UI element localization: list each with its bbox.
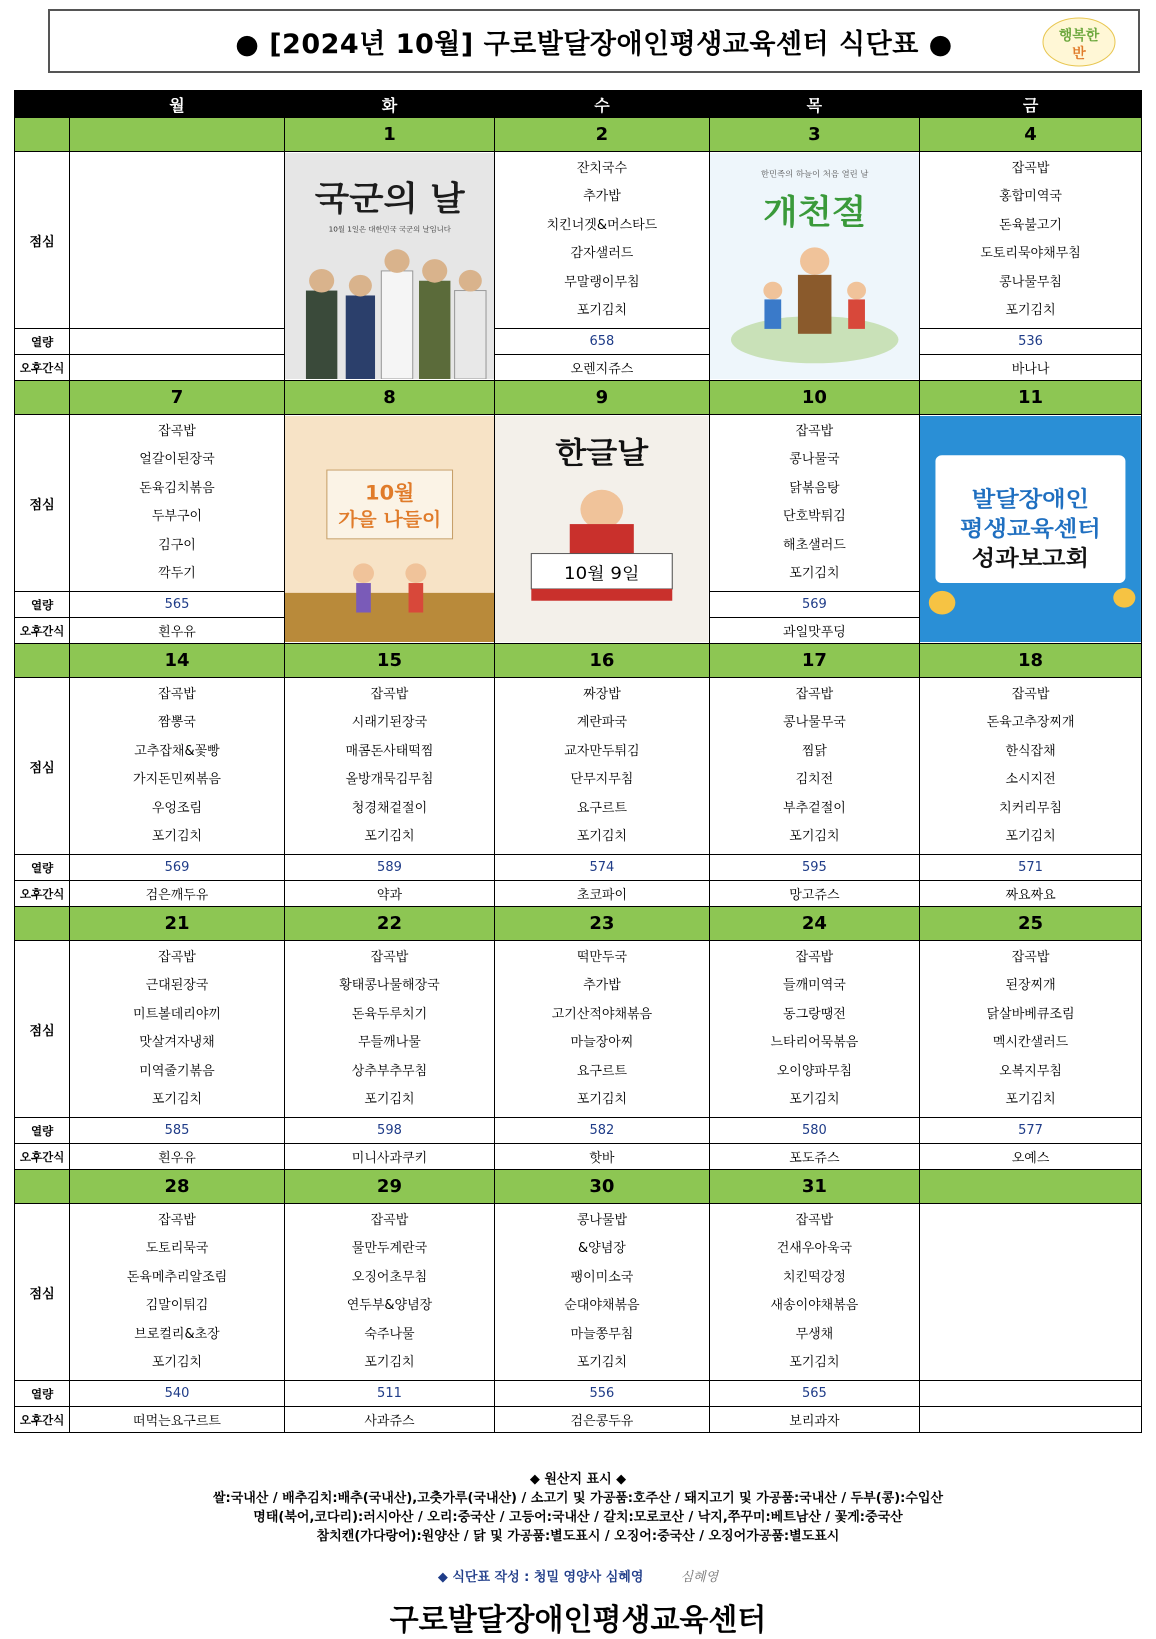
dish-item: 된장찌개 <box>1005 978 1056 993</box>
date-cell: 18 <box>920 644 1142 678</box>
dish-item: 떡만두국 <box>576 949 628 965</box>
dish-item: 계란파국 <box>576 715 628 730</box>
illustration-subtitle: 평생교육센터 <box>960 517 1101 542</box>
dish-item: 느타리어묵볶음 <box>770 1035 859 1050</box>
menu-cell <box>495 941 710 1118</box>
dish-item: 잡곡밥 <box>158 423 196 439</box>
snack-value: 오렌지쥬스 <box>495 355 710 381</box>
lunch-label: 점심 <box>15 152 70 329</box>
dish-item: 포기김치 <box>151 1092 203 1107</box>
dish-item: 포기김치 <box>151 1355 203 1370</box>
writer-text: ◆ 식단표 작성 : 청밀 영양사 심혜영 <box>437 1570 644 1585</box>
dish-item: 맛살겨자냉채 <box>139 1035 215 1050</box>
snack-label: 오후간식 <box>15 1144 70 1170</box>
dish-item: 건새우아욱국 <box>776 1241 853 1256</box>
dish-item: 잡곡밥 <box>795 1212 834 1228</box>
kcal-label: 열량 <box>15 592 70 618</box>
kcal-value: 585 <box>70 1118 285 1144</box>
corner-cell <box>15 91 70 118</box>
illustration-subtitle: 가을 나들이 <box>337 508 441 531</box>
dish-item: 잡곡밥 <box>370 949 409 965</box>
event-illustration <box>495 416 709 642</box>
dish-item: 숙주나물 <box>364 1326 415 1342</box>
menu-cell <box>284 941 494 1118</box>
dish-item: 근대된장국 <box>145 978 209 993</box>
dish-item: 한식잡채 <box>1005 743 1056 759</box>
dish-item: 미트볼데리야끼 <box>133 1006 221 1022</box>
empty-cell <box>70 329 285 355</box>
dish-item: 짬뽕국 <box>158 715 196 730</box>
dish-item: 해초샐러드 <box>783 537 846 553</box>
menu-cell <box>495 678 710 855</box>
snack-label: 오후간식 <box>15 355 70 381</box>
dish-item: 고추잡채&꽃빵 <box>134 743 220 759</box>
dish-item: 포기김치 <box>576 829 628 844</box>
dish-item: 포기김치 <box>1005 1092 1056 1107</box>
dish-item: 잡곡밥 <box>158 1212 196 1228</box>
snack-row <box>15 1144 1142 1170</box>
dish-item: 콩나물국 <box>789 452 840 467</box>
dish-item: 청경채겉절이 <box>351 800 428 816</box>
lunch-label: 점심 <box>15 941 70 1118</box>
dish-item: 포기김치 <box>151 829 203 844</box>
snack-value: 망고쥬스 <box>709 881 919 907</box>
date-row <box>15 644 1142 678</box>
kcal-label: 열량 <box>15 855 70 881</box>
kcal-row <box>15 329 1142 355</box>
dish-item: 잡곡밥 <box>795 949 834 965</box>
dish-item: 브로컬리&초장 <box>134 1326 220 1342</box>
snack-value: 떠먹는요구르트 <box>70 1407 285 1433</box>
snack-label: 오후간식 <box>15 881 70 907</box>
dish-item: 가지돈민찌볶음 <box>133 772 221 787</box>
event-image-cell <box>709 152 919 381</box>
dish-item: 마늘장아찌 <box>570 1035 634 1050</box>
dish-item: 추가밥 <box>583 189 621 204</box>
menu-cell <box>495 1204 710 1381</box>
dish-item: 돈육두루치기 <box>351 1006 428 1022</box>
illustration-subtitle: 10월 1일은 대한민국 국군의 날입니다 <box>328 224 451 234</box>
dish-item: 포기김치 <box>364 1092 415 1107</box>
dish-item: 멕시칸샐러드 <box>992 1035 1069 1050</box>
dish-item: 포기김치 <box>789 1092 840 1107</box>
dish-item: 포기김치 <box>1005 303 1056 318</box>
kcal-value: 511 <box>284 1381 494 1407</box>
event-image-cell <box>284 152 494 381</box>
snack-row <box>15 355 1142 381</box>
kcal-value: 582 <box>495 1118 710 1144</box>
lunch-row <box>15 941 1142 1118</box>
dish-item: 닭볶음탕 <box>789 480 840 496</box>
dish-item: 콩나물무국 <box>783 715 846 730</box>
illustration-subtitle: 성과보고회 <box>971 546 1090 571</box>
date-cell <box>920 1170 1142 1204</box>
empty-cell <box>920 1407 1142 1433</box>
snack-value: 핫바 <box>495 1144 710 1170</box>
date-cell: 14 <box>70 644 285 678</box>
dish-item: 물만두계란국 <box>351 1241 428 1256</box>
lunch-label: 점심 <box>15 678 70 855</box>
origin-notice <box>0 1470 1156 1546</box>
dish-item: 포기김치 <box>789 566 840 581</box>
dish-item: 포기김치 <box>364 1355 415 1370</box>
snack-value: 약과 <box>284 881 494 907</box>
dish-item: 오징어초무침 <box>351 1269 428 1285</box>
date-cell: 17 <box>709 644 919 678</box>
dish-item: 추가밥 <box>583 978 621 993</box>
dish-item: 마늘쫑무침 <box>570 1326 634 1342</box>
footer-title: 구로발달장애인평생교육센터 <box>389 1603 767 1638</box>
snack-row <box>15 1407 1142 1433</box>
dish-item: 잔치국수 <box>576 160 628 176</box>
logo-image <box>1038 14 1120 68</box>
dish-item: 잡곡밥 <box>158 686 196 702</box>
illustration-caption: 개천절 <box>762 193 866 233</box>
date-cell: 24 <box>709 907 919 941</box>
lunch-row <box>15 415 1142 592</box>
date-row <box>15 381 1142 415</box>
menu-cell <box>920 941 1142 1118</box>
date-cell: 22 <box>284 907 494 941</box>
lunch-label: 점심 <box>15 415 70 592</box>
illustration-caption: 10월 <box>364 481 415 505</box>
empty-cell <box>920 1204 1142 1381</box>
dish-item: 들깨미역국 <box>783 978 846 993</box>
dish-item: 깍두기 <box>158 566 196 581</box>
kcal-value: 595 <box>709 855 919 881</box>
dish-item: 콩나물무침 <box>999 274 1062 290</box>
date-row-label <box>15 644 70 678</box>
date-row <box>15 118 1142 152</box>
dish-item: 닭살바베큐조림 <box>986 1006 1075 1022</box>
snack-value: 흰우유 <box>70 1144 285 1170</box>
menu-cell <box>709 941 919 1118</box>
weekday-label: 목 <box>709 91 919 118</box>
dish-item: 포기김치 <box>576 1355 628 1370</box>
kcal-value: 574 <box>495 855 710 881</box>
date-row-label <box>15 381 70 415</box>
dish-item: 시래기된장국 <box>351 715 428 730</box>
lunch-row <box>15 1204 1142 1381</box>
date-cell: 30 <box>495 1170 710 1204</box>
dish-item: 잡곡밥 <box>1011 160 1050 176</box>
menu-cell <box>709 1204 919 1381</box>
empty-cell <box>70 152 285 329</box>
kcal-row <box>15 1381 1142 1407</box>
snack-value: 바나나 <box>920 355 1142 381</box>
snack-value: 초코파이 <box>495 881 710 907</box>
origin-line: 쌀:국내산 / 배추김치:배추(국내산),고춧가루(국내산) / 소고기 및 가공품:호주산 / 돼지고기 및 가공품:국내산 / 두부(콩):수입산 <box>212 1491 944 1506</box>
dish-item: 올방개묵김무침 <box>345 772 434 787</box>
kcal-value: 536 <box>920 329 1142 355</box>
date-cell: 29 <box>284 1170 494 1204</box>
date-cell: 3 <box>709 118 919 152</box>
kcal-row <box>15 855 1142 881</box>
date-row-label <box>15 118 70 152</box>
dish-item: 미역줄기볶음 <box>139 1063 215 1079</box>
snack-value: 오예스 <box>920 1144 1142 1170</box>
illustration-caption: 한글날 <box>555 436 649 471</box>
dish-item: 콩나물밥 <box>576 1212 628 1228</box>
weekday-label: 월 <box>70 91 285 118</box>
menu-cell <box>284 1204 494 1381</box>
date-cell: 4 <box>920 118 1142 152</box>
dish-item: 무말랭이무침 <box>564 274 640 290</box>
dish-item: 황태콩나물해장국 <box>339 978 440 993</box>
date-row-label <box>15 1170 70 1204</box>
svg-text:반: 반 <box>1072 46 1086 62</box>
weekday-label: 금 <box>920 91 1142 118</box>
date-cell: 21 <box>70 907 285 941</box>
illustration-caption: 국군의 날 <box>314 179 465 219</box>
illustration-caption: 발달장애인 <box>971 487 1090 513</box>
origin-heading: ◆ 원산지 표시 ◆ <box>529 1472 627 1487</box>
dish-item: 짜장밥 <box>583 686 621 702</box>
dish-item: 잡곡밥 <box>1011 949 1050 965</box>
dish-item: 포기김치 <box>1005 829 1056 844</box>
kcal-row <box>15 1118 1142 1144</box>
lunch-row <box>15 152 1142 329</box>
kcal-value: 556 <box>495 1381 710 1407</box>
dish-item: 돈육고추장찌개 <box>986 715 1075 730</box>
dish-item: 요구르트 <box>576 800 628 816</box>
dish-item: 잡곡밥 <box>795 423 834 439</box>
event-image-cell <box>920 415 1142 644</box>
snack-value: 사과쥬스 <box>284 1407 494 1433</box>
empty-cell <box>920 1381 1142 1407</box>
kcal-label: 열량 <box>15 1118 70 1144</box>
dish-item: 포기김치 <box>576 303 628 318</box>
svg-text:행복한: 행복한 <box>1058 28 1100 44</box>
writer-note <box>0 1566 1156 1585</box>
snack-value: 흰우유 <box>70 618 285 644</box>
date-row-label <box>15 907 70 941</box>
dish-item: 새송이야채볶음 <box>770 1298 859 1313</box>
snack-value: 짜요짜요 <box>920 881 1142 907</box>
date-cell: 28 <box>70 1170 285 1204</box>
kcal-value: 571 <box>920 855 1142 881</box>
date-row <box>15 1170 1142 1204</box>
dish-item: 돈육김치볶음 <box>139 480 215 496</box>
dish-item: 잡곡밥 <box>1011 686 1050 702</box>
kcal-value: 565 <box>709 1381 919 1407</box>
date-cell: 25 <box>920 907 1142 941</box>
dish-item: 포기김치 <box>364 829 415 844</box>
dish-item: 돈육불고기 <box>999 217 1062 233</box>
menu-cell <box>920 678 1142 855</box>
event-illustration <box>285 416 494 642</box>
snack-value: 과일맛푸딩 <box>709 618 919 644</box>
dish-item: 치킨너겟&머스타드 <box>546 217 658 233</box>
dish-item: 도토리묵국 <box>145 1241 209 1256</box>
dish-item: 단호박튀김 <box>783 509 846 524</box>
dish-item: 요구르트 <box>576 1063 628 1079</box>
kcal-label: 열량 <box>15 1381 70 1407</box>
menu-cell <box>495 152 710 329</box>
snack-label: 오후간식 <box>15 1407 70 1433</box>
menu-cell <box>70 415 285 592</box>
event-image-cell <box>495 415 710 644</box>
signature: 심혜영 <box>680 1570 719 1585</box>
dish-item: 부추겉절이 <box>783 800 846 816</box>
lunch-row <box>15 678 1142 855</box>
empty-cell <box>70 355 285 381</box>
dish-item: 치킨떡강정 <box>783 1269 846 1285</box>
origin-line: 명태(북어,코다리):러시아산 / 오리:중국산 / 고등어:국내산 / 갈치:모로코산 / 낙지,쭈꾸미:베트남산 / 꽃게:중국산 <box>253 1510 903 1525</box>
dish-item: 팽이미소국 <box>570 1269 634 1285</box>
weekday-label: 수 <box>495 91 710 118</box>
menu-cell <box>709 415 919 592</box>
snack-label: 오후간식 <box>15 618 70 644</box>
date-cell: 23 <box>495 907 710 941</box>
dish-item: 얼갈이된장국 <box>139 452 215 467</box>
date-cell: 1 <box>284 118 494 152</box>
menu-cell <box>920 152 1142 329</box>
dish-item: 포기김치 <box>789 1355 840 1370</box>
lunch-label: 점심 <box>15 1204 70 1381</box>
dish-item: 소시지전 <box>1005 772 1056 787</box>
dish-item: 잡곡밥 <box>370 686 409 702</box>
event-illustration <box>920 416 1141 642</box>
dish-item: 두부구이 <box>151 509 203 524</box>
dish-item: 잡곡밥 <box>370 1212 409 1228</box>
menu-table <box>14 90 1142 1433</box>
kcal-value: 569 <box>709 592 919 618</box>
date-cell: 7 <box>70 381 285 415</box>
menu-cell <box>284 678 494 855</box>
dish-item: 감자샐러드 <box>570 246 634 261</box>
kcal-value: 577 <box>920 1118 1142 1144</box>
kcal-label: 열량 <box>15 329 70 355</box>
dish-item: 오이양파무침 <box>776 1063 853 1079</box>
title-box <box>48 9 1140 73</box>
dish-item: &양념장 <box>578 1241 626 1256</box>
dish-item: 순대야채볶음 <box>564 1298 640 1313</box>
dish-item: 김말이튀김 <box>145 1298 209 1313</box>
menu-cell <box>709 678 919 855</box>
date-row <box>15 907 1142 941</box>
dish-item: 잡곡밥 <box>795 686 834 702</box>
snack-row <box>15 881 1142 907</box>
event-illustration <box>285 153 494 379</box>
date-cell: 9 <box>495 381 710 415</box>
date-cell <box>70 118 285 152</box>
snack-value: 미니사과쿠키 <box>284 1144 494 1170</box>
dish-item: 동그랑땡전 <box>783 1006 846 1022</box>
illustration-subtitle: 한민족의 하늘이 처음 열린 날 <box>760 168 869 179</box>
kcal-value: 569 <box>70 855 285 881</box>
date-cell: 16 <box>495 644 710 678</box>
snack-value: 보리과자 <box>709 1407 919 1433</box>
dish-item: 무들깨나물 <box>358 1035 421 1050</box>
event-image-cell <box>284 415 494 644</box>
date-cell: 10 <box>709 381 919 415</box>
dish-item: 찜닭 <box>801 743 827 759</box>
weekday-header <box>15 91 1142 118</box>
snack-value: 검은콩두유 <box>495 1407 710 1433</box>
dish-item: 무생채 <box>795 1326 834 1342</box>
date-cell: 15 <box>284 644 494 678</box>
dish-item: 매콤돈사태떡찜 <box>345 743 434 759</box>
date-cell: 11 <box>920 381 1142 415</box>
dish-item: 치커리무침 <box>999 800 1062 816</box>
snack-value: 포도쥬스 <box>709 1144 919 1170</box>
dish-item: 상추부추무침 <box>351 1063 428 1079</box>
date-cell: 2 <box>495 118 710 152</box>
kcal-value: 565 <box>70 592 285 618</box>
dish-item: 김치전 <box>795 772 834 787</box>
menu-cell <box>70 678 285 855</box>
kcal-value: 540 <box>70 1381 285 1407</box>
dish-item: 교자만두튀김 <box>564 743 640 759</box>
origin-line: 참치캔(가다랑어):원양산 / 닭 및 가공품:별도표시 / 오징어:중국산 / 오징어가공품:별도표시 <box>316 1529 840 1544</box>
event-illustration <box>710 153 919 379</box>
date-cell: 8 <box>284 381 494 415</box>
snack-value: 검은깨두유 <box>70 881 285 907</box>
dish-item: 포기김치 <box>576 1092 628 1107</box>
kcal-value: 589 <box>284 855 494 881</box>
kcal-value: 580 <box>709 1118 919 1144</box>
dish-item: 단무지무침 <box>570 772 634 787</box>
illustration-subtitle: 10월 9일 <box>564 564 640 584</box>
dish-item: 오복지무침 <box>999 1063 1062 1079</box>
dish-item: 도토리묵야채무침 <box>980 246 1081 261</box>
dish-item: 연두부&양념장 <box>346 1298 433 1313</box>
kcal-value: 598 <box>284 1118 494 1144</box>
dish-item: 포기김치 <box>789 829 840 844</box>
kcal-value: 658 <box>495 329 710 355</box>
dish-item: 홍합미역국 <box>999 189 1062 204</box>
dish-item: 우엉조림 <box>151 800 203 816</box>
weekday-label: 화 <box>284 91 494 118</box>
date-cell: 31 <box>709 1170 919 1204</box>
menu-cell <box>70 1204 285 1381</box>
dish-item: 고기산적야채볶음 <box>551 1006 653 1022</box>
dish-item: 김구이 <box>158 537 196 553</box>
dish-item: 잡곡밥 <box>158 949 196 965</box>
dish-item: 돈육메추리알조림 <box>126 1269 228 1285</box>
page-title: ● [2024년 10월] 구로발달장애인평생교육센터 식단표 ● <box>235 28 953 60</box>
menu-cell <box>70 941 285 1118</box>
